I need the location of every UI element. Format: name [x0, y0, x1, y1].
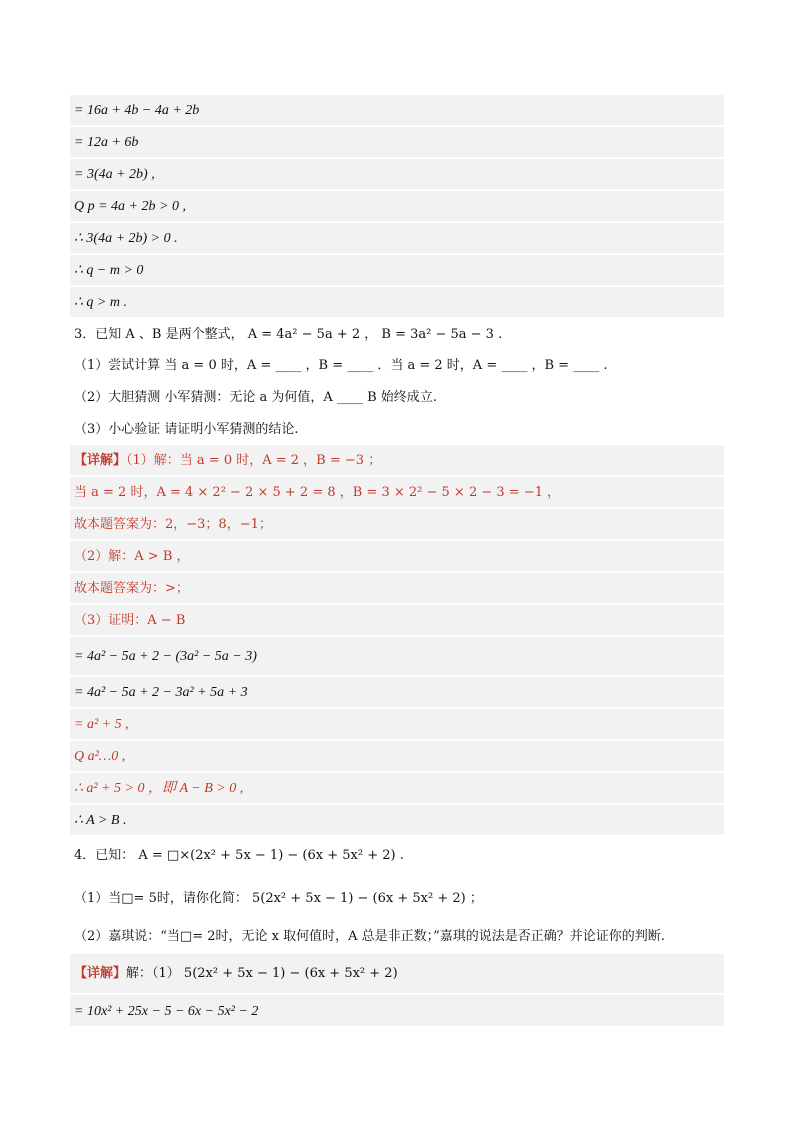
solution-line: ∴ q − m > 0: [70, 255, 724, 286]
solution-line: （3）证明：A − B: [70, 605, 724, 636]
solution-line: = 4a² − 5a + 2 − (3a² − 5a − 3): [70, 637, 724, 676]
solution-line: = 3(4a + 2b) ,: [70, 159, 724, 190]
solution-line: = 16a + 4b − 4a + 2b: [70, 95, 724, 126]
problem-3-stem: 3．已知 A 、B 是两个整式， A = 4a² − 5a + 2 ， B = 3a² − 5a − 3 .: [74, 327, 503, 342]
solution-line: ∴ a² + 5 > 0 ，即 A − B > 0 ,: [70, 773, 724, 804]
problem-4-stem: 4．已知： A = □×(2x² + 5x − 1) − (6x + 5x² + 2) .: [74, 848, 404, 863]
solution-4-line-1: 【详解】解：（1） 5(2x² + 5x − 1) − (6x + 5x² + 2): [70, 954, 724, 994]
solution-line: = 4a² − 5a + 2 − 3a² + 5a + 3: [70, 677, 724, 708]
solution-line: ∴ A > B .: [70, 805, 724, 836]
solution-line: ∴ 3(4a + 2b) > 0 .: [70, 223, 724, 254]
solution-line: （2）解：A > B ，: [70, 541, 724, 572]
solution-line: Q p = 4a + 2b > 0 ,: [70, 191, 724, 222]
solution-line: = 12a + 6b: [70, 127, 724, 158]
solution-line: = 10x² + 25x − 5 − 6x − 5x² − 2: [70, 995, 724, 1027]
solution-line: 故本题答案为：>；: [70, 573, 724, 604]
solution-line: 故本题答案为：2，−3；8，−1；: [70, 509, 724, 540]
solution-line: Q a²…0 ,: [70, 741, 724, 772]
solution-3-line-1: 【详解】（1）解：当 a = 0 时，A = 2 ，B = −3 ；: [70, 445, 724, 476]
solution-line: = a² + 5 ,: [70, 709, 724, 740]
problem-3-part-2: （2）大胆猜测 小军猜测：无论 a 为何值，A ____ B 始终成立.: [74, 390, 437, 405]
detail-tag: 【详解】: [74, 453, 127, 468]
problem-3-part-1: （1）尝试计算 当 a = 0 时，A = ____ ，B = ____ ．当 a = 2 时，A = ____ ，B = ____ .: [74, 358, 608, 373]
problem-4-part-1: （1）当□= 5时，请你化简： 5(2x² + 5x − 1) − (6x + 5x² + 2) ；: [74, 891, 483, 906]
detail-tag: 【详解】: [74, 966, 127, 981]
solution-line: 当 a = 2 时，A = 4 × 2² − 2 × 5 + 2 = 8 ，B = 3 × 2² − 5 × 2 − 3 = −1 ，: [70, 477, 724, 508]
solution-line: ∴ q > m .: [70, 287, 724, 318]
problem-4-part-2: （2）嘉琪说：“当□= 2时，无论 x 取何值时，A 总是非正数；”嘉琪的说法是否正确？并论证你的判断.: [74, 929, 665, 944]
problem-3-part-3: （3）小心验证 请证明小军猜测的结论.: [74, 422, 299, 437]
